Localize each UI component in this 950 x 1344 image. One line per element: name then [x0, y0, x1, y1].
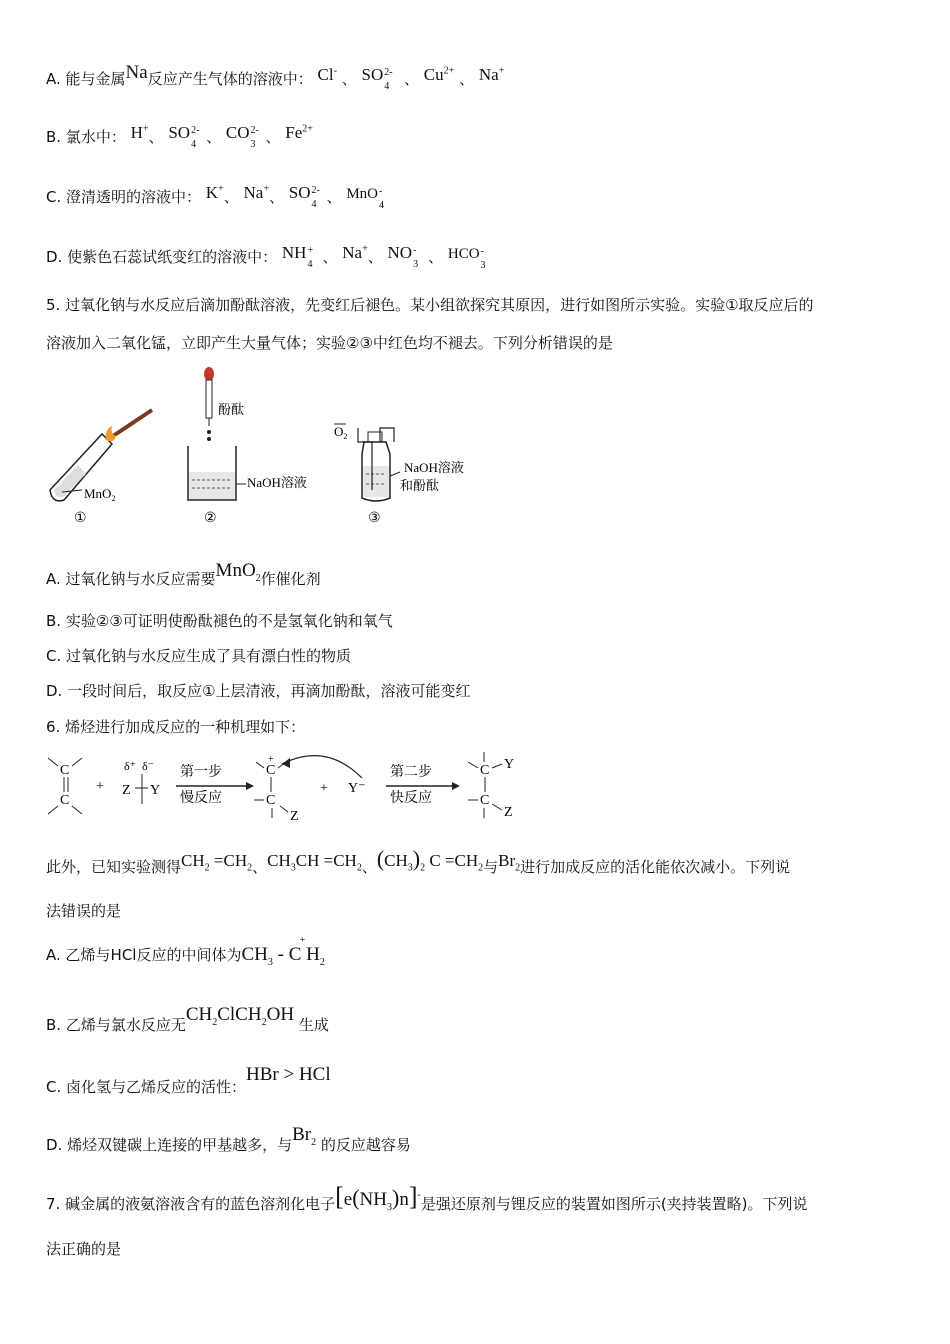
svg-text:+: + [268, 754, 274, 765]
exp-num-2: ② [204, 511, 217, 526]
phenol-label: 酚酞 [218, 403, 245, 418]
arrow-right-icon [246, 782, 254, 790]
svg-text:Z: Z [504, 805, 513, 820]
curved-arrow-icon [282, 756, 362, 778]
q7-stem-line1: 7. 碱金属的液氨溶液含有的蓝色溶剂化电子$[e(NH_3)n]^-$是强还原剂与锂反应的装置如图所示(夹持装置略)。下列说 [46, 1182, 808, 1213]
and-phenol-label: 和酚酞 [400, 479, 440, 494]
q7-stem-line2: 法正确的是 [46, 1240, 122, 1258]
svg-text:C: C [480, 793, 490, 808]
q6-option-d: D. 烯烃双键碳上连接的甲基越多，与$Br_2$ 的反应越容易 [46, 1124, 411, 1154]
exp-num-1: ① [74, 511, 87, 526]
q6-para-line1: 此外，已知实验测得$CH_2 =CH_2$、$CH_3CH =CH_2$、$(CH_3)_2$ $C =CH_2$与$Br_2$进行加成反应的活化能依次减小。下列说 [46, 846, 791, 876]
svg-text:δ⁺: δ⁺ [124, 759, 136, 773]
q6-option-b: B. 乙烯与氯水反应无$CH_2ClCH_2OH$ 生成 [46, 1004, 329, 1034]
dropper-icon [204, 367, 214, 441]
q6-stem: 6. 烯烃进行加成反应的一种机理如下： [46, 718, 306, 736]
svg-text:C: C [266, 793, 276, 808]
carbocation-structure [254, 754, 299, 824]
svg-text:δ⁻: δ⁻ [142, 759, 154, 773]
slow-label: 慢反应 [180, 790, 222, 806]
svg-text:C: C [480, 763, 490, 778]
naoh-label: NaOH溶液 [247, 475, 307, 490]
mno2-label: MnO$_2$ [84, 486, 116, 503]
q5-option-b: B. 实验②③可证明使酚酞褪色的不是氢氧化钠和氧气 [46, 612, 393, 630]
svg-text:C: C [266, 763, 276, 778]
plus-sign-2: + [320, 781, 328, 796]
beaker-icon [188, 446, 246, 500]
q4-option-d: D. 使紫色石蕊试纸变红的溶液中： NH + 4 、 Na+、 NO - 3 、 HCO - 3 [46, 243, 486, 271]
q5-stem-line1: 5. 过氧化钠与水反应后滴加酚酞溶液，先变红后褪色。某小组欲探究其原因，进行如图所示实验。实验①取反应后的 [46, 296, 814, 314]
step1-label: 第一步 [180, 764, 222, 780]
q6-mechanism-figure [40, 748, 540, 824]
q6-para-line2: 法错误的是 [46, 902, 122, 920]
exp-num-3: ③ [368, 511, 381, 526]
q4-option-b: B. 氯水中： H+、 SO 2- 4 、 CO 2- 3 、 $Fe^{2+}$ [46, 123, 313, 151]
svg-text:C: C [60, 763, 70, 778]
q5-experiment-figure [40, 362, 500, 532]
alkene-structure [48, 758, 82, 814]
fast-label: 快反应 [390, 790, 432, 806]
plus-sign: + [96, 779, 104, 794]
product-structure [468, 752, 514, 820]
q4-option-c: C. 澄清透明的溶液中： K+、 Na+、 SO 2- 4 、 MnO - 4 [46, 183, 384, 211]
y-anion: Y⁻ [348, 781, 366, 796]
o2-label: $O_2$ [334, 424, 348, 441]
q6-option-c: C. 卤化氢与乙烯反应的活性：HBr > HCl [46, 1064, 331, 1096]
svg-text:Y: Y [504, 757, 515, 772]
arrow-right-icon [452, 782, 460, 790]
q5-option-c: C. 过氧化钠与水反应生成了具有漂白性的物质 [46, 647, 352, 665]
q4-option-a: A. 能与金属Na反应产生气体的溶液中： Cl- 、 SO 2- 4 、 $Cu^{2+}$ 、 Na+ [46, 62, 505, 93]
step2-label: 第二步 [390, 764, 432, 780]
zy-reagent [122, 759, 160, 804]
gas-bottle-icon [358, 428, 400, 501]
q5-option-a: A. 过氧化钠与水反应需要MnO$_2$作催化剂 [46, 560, 321, 588]
q6-option-a: A. 乙烯与HCl反应的中间体为$CH_3$ - C + $H_2$ [46, 935, 325, 968]
q5-stem-line2: 溶液加入二氧化锰，立即产生大量气体；实验②③中红色均不褪去。下列分析错误的是 [46, 334, 613, 352]
svg-text:Z: Z [290, 809, 299, 824]
svg-text:C: C [60, 793, 70, 808]
q5-option-d: D. 一段时间后，取反应①上层清液，再滴加酚酞，溶液可能变红 [46, 682, 471, 700]
naoh-label-2: NaOH溶液 [404, 460, 464, 475]
svg-text:Y: Y [150, 783, 161, 798]
svg-text:Z: Z [122, 783, 131, 798]
